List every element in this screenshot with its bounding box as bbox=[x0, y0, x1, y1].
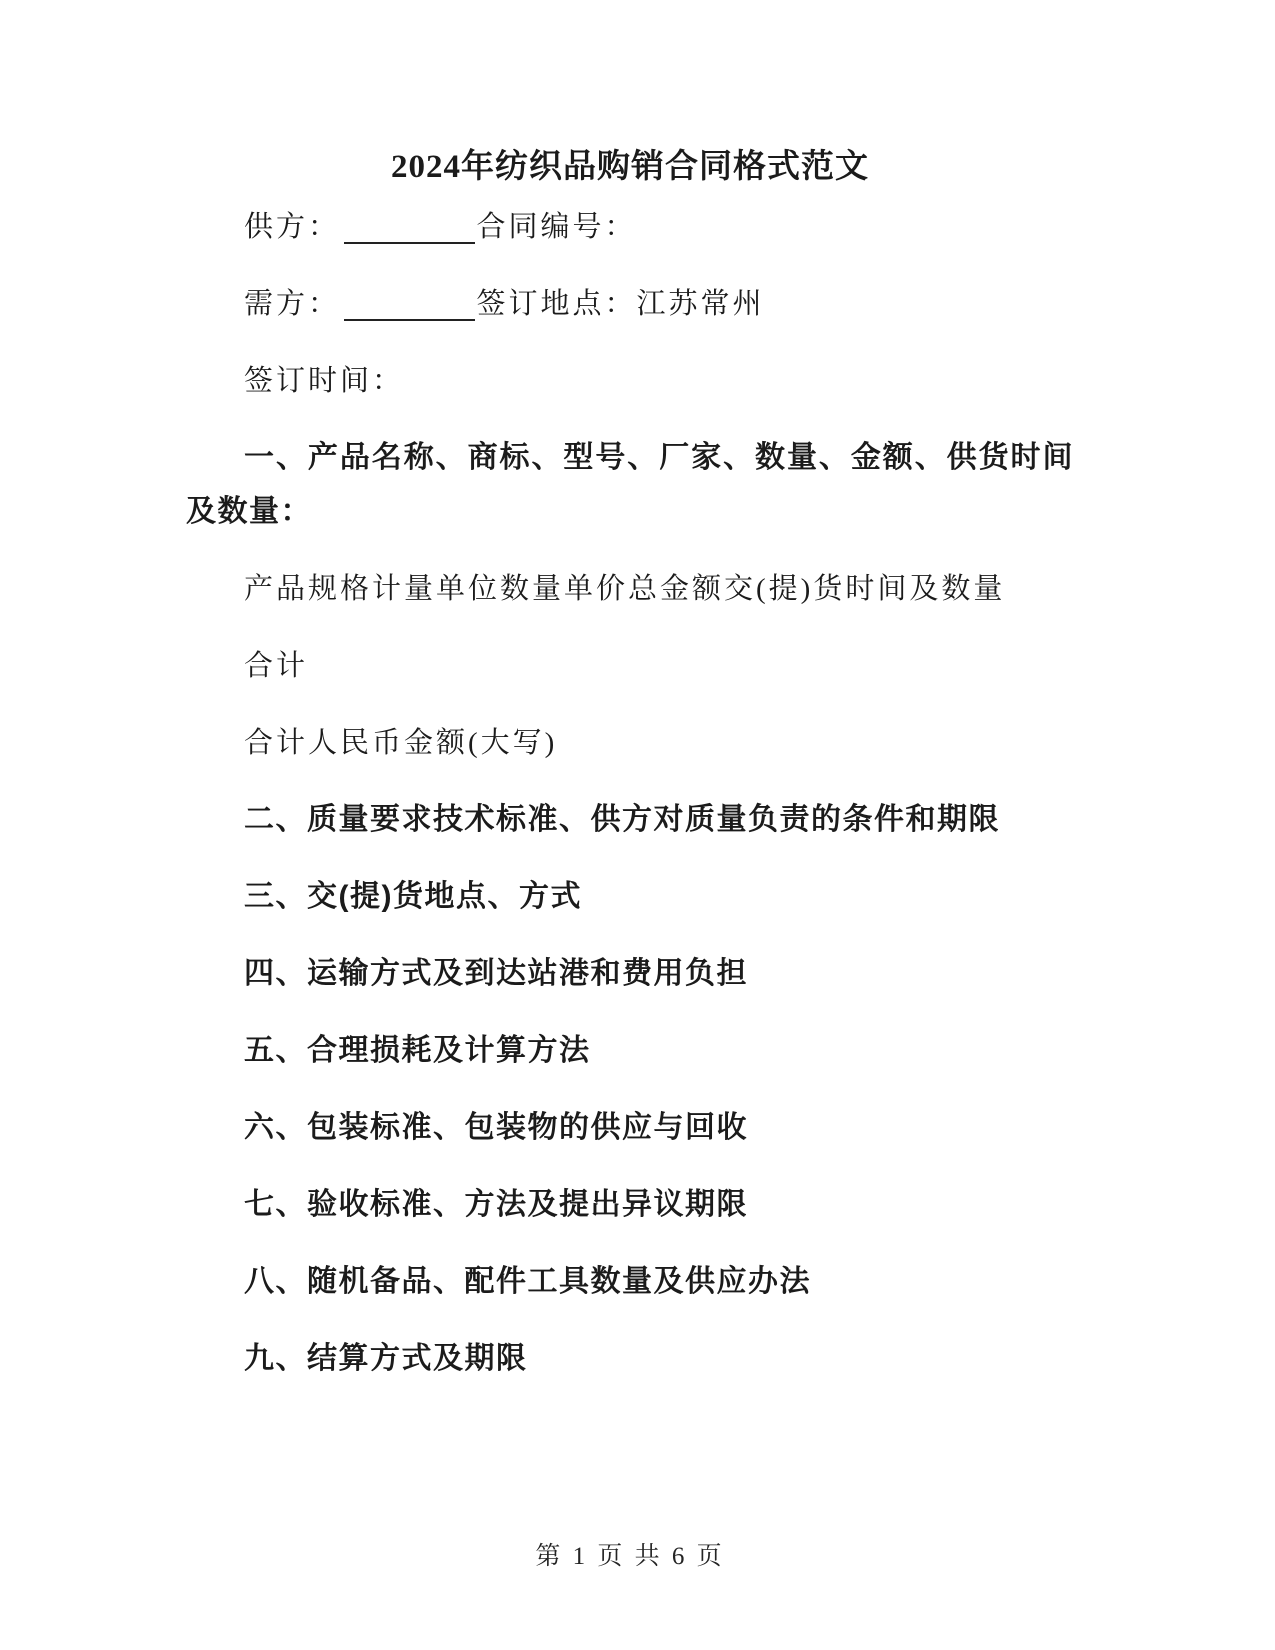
document-title: 2024年纺织品购销合同格式范文 bbox=[391, 149, 869, 185]
buyer-label: 需方： bbox=[244, 288, 341, 320]
document-content bbox=[186, 140, 1074, 1409]
supplier-blank-underline bbox=[344, 213, 475, 244]
section-heading-9: 九、结算方式及期限 bbox=[244, 1342, 528, 1375]
contract-number-label: 合同编号： bbox=[476, 211, 637, 243]
section-heading-6: 六、包装标准、包装物的供应与回收 bbox=[244, 1111, 748, 1144]
section-heading-1: 一、产品名称、商标、型号、厂家、数量、金额、供货时间及数量： bbox=[186, 441, 1074, 528]
section-heading-4: 四、运输方式及到达站港和费用负担 bbox=[244, 957, 748, 990]
section-heading-2: 二、质量要求技术标准、供方对质量负责的条件和期限 bbox=[244, 803, 1000, 836]
page-number-footer: 第 1 页 共 6 页 bbox=[535, 1543, 725, 1570]
signing-time-label: 签订时间： bbox=[244, 365, 405, 397]
product-table-header-line: 产品规格计量单位数量单价总金额交(提)货时间及数量 bbox=[244, 573, 1006, 605]
total-line: 合计 bbox=[244, 650, 309, 682]
total-amount-line: 合计人民币金额(大写) bbox=[244, 727, 558, 759]
section-heading-7: 七、验收标准、方法及提出异议期限 bbox=[244, 1188, 748, 1221]
supplier-line bbox=[186, 200, 1074, 254]
signing-place-label: 签订地点：江苏常州 bbox=[476, 288, 765, 320]
buyer-blank-underline bbox=[344, 290, 475, 321]
section-heading-3: 三、交(提)货地点、方式 bbox=[244, 880, 582, 913]
section-heading-5: 五、合理损耗及计算方法 bbox=[244, 1034, 591, 1067]
signing-time-line bbox=[186, 354, 1074, 408]
buyer-line bbox=[186, 277, 1074, 331]
section-heading-8: 八、随机备品、配件工具数量及供应办法 bbox=[244, 1265, 811, 1298]
supplier-label: 供方： bbox=[244, 211, 341, 243]
